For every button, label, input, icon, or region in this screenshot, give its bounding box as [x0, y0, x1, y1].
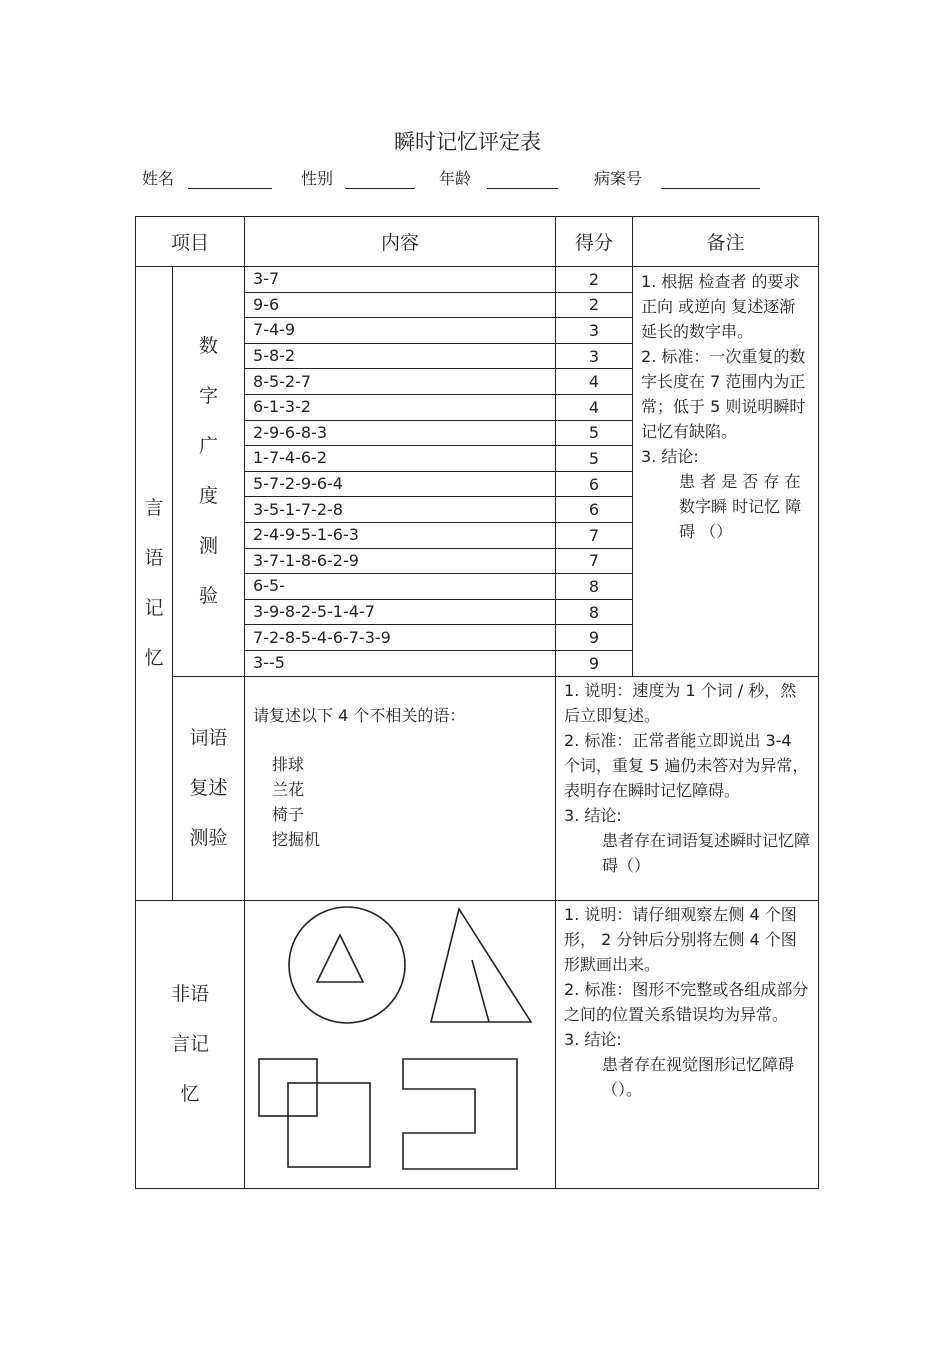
word-repeat-label: 词语 复述 测验	[173, 676, 245, 900]
figures-drawing	[245, 901, 556, 1187]
header-row	[136, 217, 819, 267]
digit-score: 7	[556, 548, 633, 574]
inner-triangle-figure	[317, 935, 363, 982]
digit-score: 8	[556, 599, 633, 625]
nonverbal-row	[136, 900, 819, 1188]
digit-content: 5-8-2	[245, 343, 556, 369]
gender-label: 性别	[301, 169, 334, 188]
name-field[interactable]	[188, 188, 272, 189]
case-no-field[interactable]	[661, 188, 760, 189]
header-item: 项目	[136, 217, 245, 267]
digit-note-3: 3. 结论:	[641, 447, 699, 466]
digit-score: 9	[556, 650, 633, 676]
word-instruction: 请复述以下 4 个不相关的语：	[253, 705, 466, 725]
digit-content: 6-5-	[245, 574, 556, 600]
word-note-1: 1. 说明：速度为 1 个词 / 秒，然后立即复述。	[564, 680, 797, 725]
split-triangle-figure	[431, 909, 531, 1022]
word-note-4: 患者存在词语复述瞬时记忆障碍（）	[602, 830, 811, 875]
assessment-table	[135, 216, 819, 1189]
digit-score: 9	[556, 625, 633, 651]
digit-score: 5	[556, 420, 633, 446]
digit-note-4: 患 者 是 否 存 在 数字瞬 时记忆 障碍 （）	[679, 472, 802, 541]
name-label: 姓名	[142, 169, 175, 188]
digit-note-1: 1. 根据 检查者 的要求正向 或逆向 复述逐渐延长的数字串。	[641, 272, 800, 341]
digit-content: 5-7-2-9-6-4	[245, 471, 556, 497]
age-field[interactable]	[487, 188, 558, 189]
digit-content: 9-6	[245, 292, 556, 318]
nonverbal-notes	[556, 900, 819, 1188]
header-score: 得分	[556, 217, 633, 267]
age-label: 年龄	[439, 169, 472, 188]
digit-score: 6	[556, 497, 633, 523]
verbal-memory-label: 言 语 记 忆	[136, 267, 173, 901]
digit-score: 4	[556, 394, 633, 420]
gender-field[interactable]	[345, 188, 415, 189]
digit-score: 8	[556, 574, 633, 600]
word-item: 兰花	[272, 779, 305, 799]
digit-content: 2-9-6-8-3	[245, 420, 556, 446]
digit-span-label: 数 字 广 度 测 验	[173, 267, 245, 677]
digit-score: 2	[556, 267, 633, 293]
word-item: 挖掘机	[272, 829, 321, 849]
digit-content: 3-7	[245, 267, 556, 293]
digit-score: 3	[556, 318, 633, 344]
digit-content: 1-7-4-6-2	[245, 446, 556, 472]
nonverbal-note-3: 3. 结论:	[564, 1029, 622, 1049]
digit-note-2: 2. 标准：一次重复的数字长度在 7 范围内为正常；低于 5 则说明瞬时记忆有缺陷。	[641, 347, 806, 441]
digit-content: 6-1-3-2	[245, 394, 556, 420]
digit-content: 7-2-8-5-4-6-7-3-9	[245, 625, 556, 651]
nonverbal-figures	[245, 900, 556, 1188]
digit-content: 3-7-1-8-6-2-9	[245, 548, 556, 574]
digit-score: 3	[556, 343, 633, 369]
case-no-label: 病案号	[594, 169, 643, 188]
digit-content: 3--5	[245, 650, 556, 676]
header-content: 内容	[245, 217, 556, 267]
word-repeat-row	[136, 676, 819, 900]
nonverbal-note-4: 患者存在视觉图形记忆障碍（）。	[602, 1054, 795, 1099]
header-notes: 备注	[633, 217, 819, 267]
nonverbal-note-1: 1. 说明：请仔细观察左侧 4 个图形， 2 分钟后分别将左侧 4 个图形默画出来。	[564, 904, 797, 974]
bracket-shape-figure	[403, 1059, 517, 1169]
circle-with-triangle-figure	[289, 907, 405, 1023]
digit-score: 6	[556, 471, 633, 497]
word-repeat-content	[245, 676, 556, 900]
digit-content: 3-5-1-7-2-8	[245, 497, 556, 523]
nonverbal-label: 非语 言记 忆	[136, 900, 245, 1188]
digit-score: 4	[556, 369, 633, 395]
large-square-figure	[288, 1083, 370, 1167]
word-note-3: 3. 结论:	[564, 805, 622, 825]
digit-span-notes	[633, 267, 819, 677]
digit-content: 2-4-9-5-1-6-3	[245, 522, 556, 548]
digit-row	[136, 267, 819, 293]
digit-score: 2	[556, 292, 633, 318]
digit-content: 3-9-8-2-5-1-4-7	[245, 599, 556, 625]
word-item: 排球	[272, 754, 305, 774]
page-title: 瞬时记忆评定表	[394, 130, 541, 154]
word-note-2: 2. 标准：正常者能立即说出 3-4 个词，重复 5 遍仍未答对为异常， 表明存在瞬时记忆障碍。	[564, 730, 809, 800]
word-item: 椅子	[272, 804, 305, 824]
digit-content: 8-5-2-7	[245, 369, 556, 395]
digit-score: 5	[556, 446, 633, 472]
nonverbal-note-2: 2. 标准：图形不完整或各组成部分之间的位置关系错误均为异常。	[564, 979, 809, 1024]
triangle-divider-line	[472, 960, 489, 1022]
word-repeat-notes	[556, 676, 819, 900]
digit-content: 7-4-9	[245, 318, 556, 344]
digit-score: 7	[556, 522, 633, 548]
